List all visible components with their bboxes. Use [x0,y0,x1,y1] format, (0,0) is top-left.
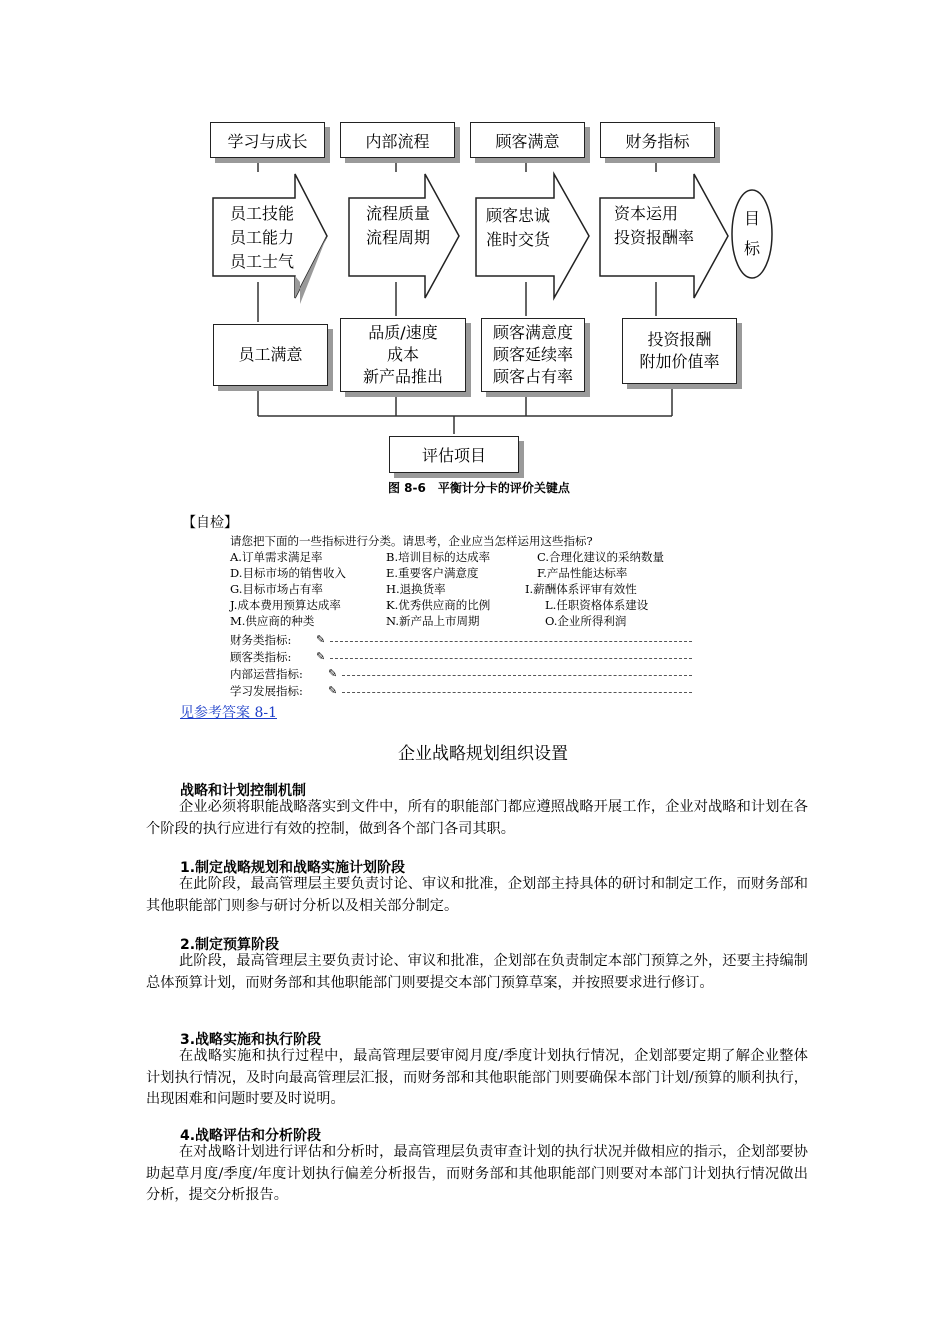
bottom-box-customer [481,318,585,392]
figure-caption: 图 8-6 平衡计分卡的评价关键点 [388,481,570,495]
stage-paragraph: 在战略实施和执行过程中，最高管理层要审阅月度/季度计划执行情况，企划部要定期了解企业整体计划执行情况，及时向最高管理层汇报，而财务部和其他职能部门则要确保本部门计划/预算的顺利执行，出现困难和问题时要及时说明。 [146,1048,808,1107]
top-label-learning: 学习与成长 [227,131,308,151]
top-label-finance: 财务指标 [625,131,690,151]
diagram-connectors [0,0,950,500]
fill-label-finance: 财务类指标: [230,633,292,647]
option-item: G.目标市场占有率 [230,582,323,596]
self-check-prompt: 请您把下面的一些指标进行分类。请思考，企业应当怎样运用这些指标? [230,534,593,548]
arrow-line: 准时交货 [486,230,551,249]
fill-label-internal: 内部运营指标: [230,667,303,681]
option-item: E.重要客户满意度 [386,566,479,580]
option-item: A.订单需求满足率 [230,550,323,564]
fill-line-customer[interactable] [330,658,692,659]
option-item: D.目标市场的销售收入 [230,566,346,580]
bottom-line: 顾客占有率 [492,367,573,386]
option-item: B.培训目标的达成率 [386,550,491,564]
pencil-icon: ✎ [328,684,338,697]
bottom-line: 员工满意 [238,345,303,364]
top-box-process [340,122,455,158]
arrow-text-process [366,202,430,250]
self-check-title: 【自检】 [182,515,238,531]
intro-paragraph: 企业必须将职能战略落实到文件中，所有的职能部门都应遵照战略开展工作，企业对战略和计划在各个阶段的执行应进行有效的控制，做到各个部门各司其职。 [146,799,808,837]
stage-heading: 4.战略评估和分析阶段 [180,1128,322,1144]
option-item: J.成本费用预算达成率 [230,598,341,612]
bottom-line: 成本 [386,345,419,364]
goal-text [744,204,760,264]
answer-link[interactable]: 见参考答案 8-1 [180,705,277,721]
fill-line-internal[interactable] [342,675,692,676]
option-item: C.合理化建议的采纳数量 [537,550,665,564]
stage-paragraph: 在此阶段，最高管理层主要负责讨论、审议和批准，企划部主持具体的研讨和制定工作，而财务部和其他职能部门则参与研讨分析以及相关部分制定。 [146,876,808,914]
arrow-text-customer [486,204,550,252]
arrow-text-finance [614,202,694,250]
bottom-line: 顾客延续率 [492,345,573,364]
stage-heading: 1.制定战略规划和战略实施计划阶段 [180,860,406,876]
bottom-line: 附加价值率 [639,352,720,371]
stage-heading: 3.战略实施和执行阶段 [180,1032,322,1048]
top-label-customer: 顾客满意 [495,131,560,151]
stage-heading: 2.制定预算阶段 [180,937,280,953]
bottom-box-learning [213,324,328,386]
stage-paragraph: 在对战略计划进行评估和分析时，最高管理层负责审查计划的执行状况并做相应的指示，企划部要协助起草月度/季度/年度计划执行偏差分析报告，而财务部和其他职能部门则要对本部门计划执行情况做出分析，提交分析报告。 [146,1144,808,1203]
top-box-finance [600,122,715,158]
fill-label-customer: 顾客类指标: [230,650,292,664]
arrow-line: 投资报酬率 [614,228,695,247]
stage-paragraph: 此阶段，最高管理层主要负责讨论、审议和批准，企划部在负责制定本部门预算之外，还要主持编制总体预算计划，而财务部和其他职能部门则要提交本部门预算草案，并按照要求进行修订。 [146,953,808,991]
goal-char: 目 [744,209,761,228]
arrow-text-learning [230,202,294,274]
arrow-line: 流程周期 [366,228,431,247]
bottom-line: 投资报酬 [647,330,712,349]
bottom-box-finance [622,318,737,384]
arrow-line: 流程质量 [366,204,431,223]
arrow-line: 资本运用 [614,204,679,223]
bottom-line: 新产品推出 [362,367,443,386]
option-item: I.薪酬体系评审有效性 [525,582,637,596]
fill-line-finance[interactable] [330,641,692,642]
option-item: K.优秀供应商的比例 [386,598,491,612]
arrow-line: 员工士气 [230,252,295,271]
pencil-icon: ✎ [316,633,326,646]
top-box-learning [210,122,325,158]
option-item: F.产品性能达标率 [537,566,628,580]
option-item: M.供应商的种类 [230,614,315,628]
option-item: N.新产品上市周期 [386,614,480,628]
bottom-line: 顾客满意度 [492,323,573,342]
arrow-line: 顾客忠诚 [486,206,551,225]
pencil-icon: ✎ [316,650,326,663]
arrow-line: 员工能力 [230,228,295,247]
option-item: L.任职资格体系建设 [545,598,649,612]
option-item: H.退换货率 [386,582,446,596]
fill-label-learning: 学习发展指标: [230,684,303,698]
section-title: 企业战略规划组织设置 [398,744,568,764]
bottom-line: 品质/速度 [368,323,438,342]
eval-label: 评估项目 [421,446,486,465]
option-item: O.企业所得利润 [545,614,627,628]
top-label-process: 内部流程 [365,131,430,151]
arrow-line: 员工技能 [230,204,295,223]
top-box-customer [470,122,585,158]
eval-box [389,436,519,473]
section-subtitle: 战略和计划控制机制 [180,783,306,799]
goal-char: 标 [744,239,761,258]
pencil-icon: ✎ [328,667,338,680]
fill-line-learning[interactable] [342,692,692,693]
bottom-box-process [340,318,466,392]
